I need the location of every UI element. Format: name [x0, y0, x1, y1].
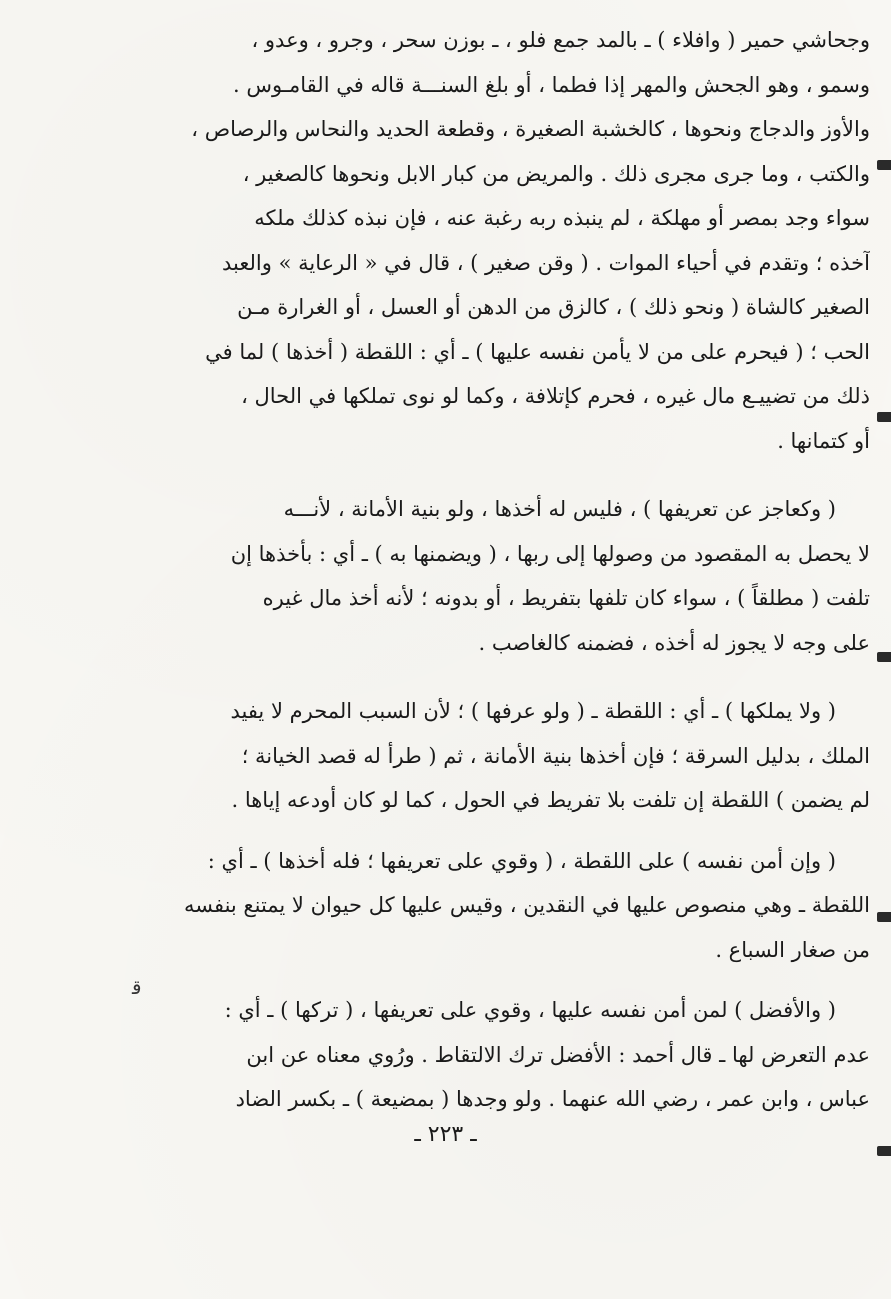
main-text	[170, 18, 870, 1122]
text-line: سواء وجد بمصر أو مهلكة ، لم ينبذه ربه رغبة عنه ، فإن نبذه كذلك ملكه	[254, 206, 870, 230]
text-line: أو كتمانها .	[777, 428, 870, 453]
text-line: تلفت ( مطلقاً ) ، سواء كان تلفها بتفريط ، أو بدونه ؛ لأنه أخذ مال غيره	[262, 586, 870, 610]
paragraph-gap	[170, 665, 870, 689]
scan-edge-mark	[877, 160, 891, 170]
scan-edge-mark	[877, 912, 891, 922]
paragraph-gap	[170, 972, 870, 988]
page-number: ـ ٢٢٣ ـ	[414, 1122, 477, 1147]
scan-edge-mark	[877, 412, 891, 422]
text-line: ذلك من تضييـع مال غيره ، فحرم كإتلافة ، وكما لو نوى تملكها في الحال ،	[241, 384, 870, 408]
text-line: والكتب ، وما جرى مجرى ذلك . والمريض من كبار الابل ونحوها كالصغير ،	[242, 161, 870, 186]
text-line: عباس ، وابن عمر ، رضي الله عنهما . ولو وجدها ( بمضيعة ) ـ بكسر الضاد	[235, 1087, 870, 1111]
text-line: ( وكعاجز عن تعريفها ) ، فليس له أخذها ، ولو بنية الأمانة ، لأنـــه	[283, 497, 836, 521]
paragraph-5	[170, 988, 870, 1122]
text-line: ( وإن أمن نفسه ) على اللقطة ، ( وقوي على تعريفها ؛ فله أخذها ) ـ أي :	[207, 848, 836, 873]
text-line: ( والأفضل ) لمن أمن نفسه عليها ، وقوي على تعريفها ، ( تركها ) ـ أي :	[224, 998, 836, 1022]
text-line: عدم التعرض لها ـ قال أحمد : الأفضل ترك الالتقاط . ورُوي معناه عن ابن	[246, 1042, 870, 1067]
text-line: لم يضمن ) اللقطة إن تلفت بلا تفريط في الحول ، كما لو كان أودعه إياها .	[231, 788, 870, 812]
text-line: وجحاشي حمير ( وافلاء ) ـ بالمد جمع فلو ، ـ بوزن سحر ، وجرو ، وعدو ،	[251, 28, 870, 52]
text-line: على وجه لا يجوز له أخذه ، فضمنه كالغاصب .	[478, 630, 870, 655]
paragraph-1	[170, 18, 870, 463]
text-line: وسمو ، وهو الجحش والمهر إذا فطما ، أو بلغ السنـــة قاله في القامـوس .	[233, 72, 870, 97]
paragraph-4	[170, 839, 870, 973]
text-line: من صغار السباع .	[715, 937, 870, 962]
scan-edge-mark	[877, 1146, 891, 1156]
text-line: الحب ؛ ( فيحرم على من لا يأمن نفسه عليها ) ـ أي : اللقطة ( أخذها ) لما في	[205, 339, 870, 364]
margin-mark: ﻗ	[132, 975, 142, 999]
text-line: لا يحصل به المقصود من وصولها إلى ربها ، ( ويضمنها به ) ـ أي : بأخذها إن	[230, 541, 870, 566]
text-line: آخذه ؛ وتقدم في أحياء الموات . ( وقن صغير ) ، قال في « الرعاية » والعبد	[222, 250, 870, 275]
scan-edge-mark	[877, 652, 891, 662]
text-line: الصغير كالشاة ( ونحو ذلك ) ، كالزق من الدهن أو العسل ، أو الغرارة مـن	[237, 295, 870, 319]
text-line: والأوز والدجاج ونحوها ، كالخشبة الصغيرة ، وقطعة الحديد والنحاس والرصاص ،	[191, 117, 870, 141]
paragraph-gap	[170, 823, 870, 839]
paragraph-2	[170, 487, 870, 665]
paragraph-gap	[170, 463, 870, 487]
text-line: ( ولا يملكها ) ـ أي : اللقطة ـ ( ولو عرفها ) ؛ لأن السبب المحرم لا يفيد	[230, 699, 836, 723]
paragraph-3	[170, 689, 870, 823]
text-line: الملك ، بدليل السرقة ؛ فإن أخذها بنية الأمانة ، ثم ( طرأ له قصد الخيانة ؛	[241, 743, 870, 768]
text-line: اللقطة ـ وهي منصوص عليها في النقدين ، وقيس عليها كل حيوان لا يمتنع بنفسه	[183, 893, 870, 917]
